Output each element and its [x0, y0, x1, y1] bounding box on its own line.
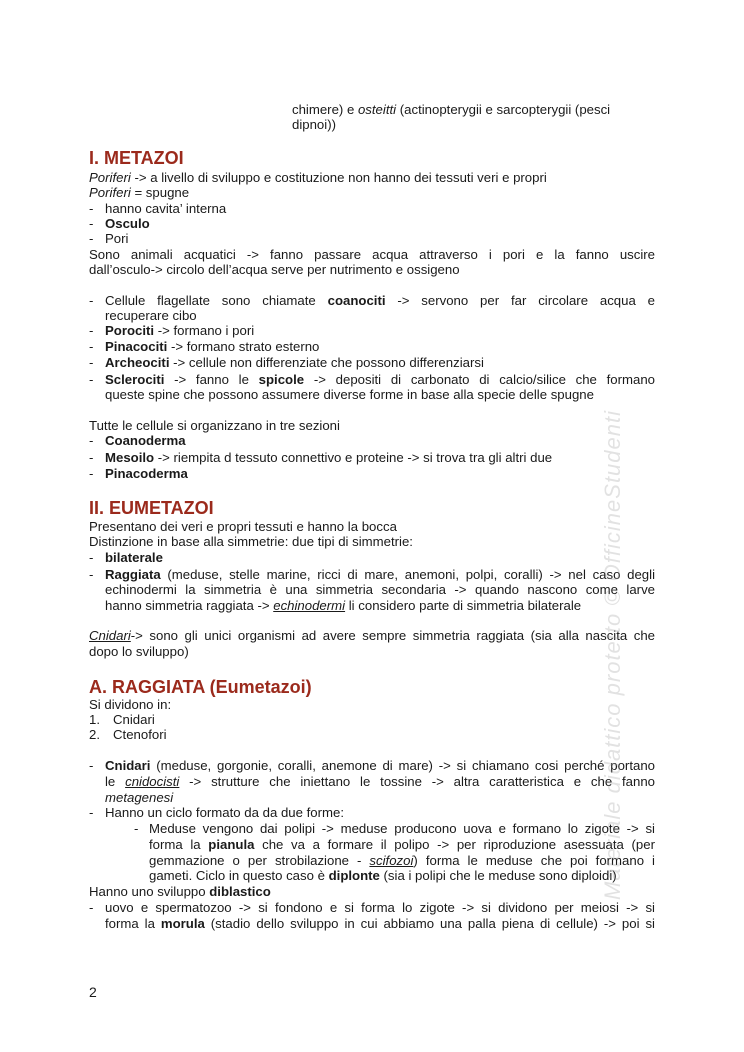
list-number: 2. [89, 727, 100, 742]
bullet-osculo: Osculo [105, 216, 150, 231]
bullet-bilaterale: bilaterale [105, 550, 163, 565]
bullet-coanociti: Cellule flagellate sono chiamate coanociti -> servono per far circolare acqua e [105, 293, 655, 308]
bullet-coanociti-cont: recuperare cibo [105, 308, 197, 323]
bullet-dash: - [89, 466, 94, 481]
bullet-sclerociti-cont: queste spine che possono assumere diverse forme in base alla specie delle spugne [105, 387, 594, 402]
bullet-pinacoderma: Pinacoderma [105, 466, 188, 481]
paragraph-diblastico: Hanno uno sviluppo diblastico [89, 884, 271, 899]
heading-metazoi: I. METAZOI [89, 148, 184, 168]
bullet-dash: - [89, 805, 94, 820]
bullet-cnidari-cont-1: le cnidocisti -> strutture che iniettano le tossine -> altra caratteristica e che fanno [105, 774, 655, 789]
bullet-dash: - [89, 567, 94, 582]
bullet-dash: - [89, 372, 94, 387]
bullet-porociti: Porociti -> formano i pori [105, 323, 255, 338]
paragraph-cnidari-2: dopo lo sviluppo) [89, 644, 189, 659]
list-item-cnidari: Cnidari [113, 712, 155, 727]
bullet-cavita: hanno cavita’ interna [105, 201, 227, 216]
sub-bullet-dash: - [134, 821, 139, 836]
bullet-dash: - [89, 201, 94, 216]
top-continuation-line-2: dipnoi)) [292, 117, 336, 132]
bullet-dash: - [89, 323, 94, 338]
heading-eumetazoi: II. EUMETAZOI [89, 498, 214, 518]
bullet-dash: - [89, 293, 94, 308]
bullet-cnidari: Cnidari (meduse, gorgonie, coralli, anemone di mare) -> si chiamano cosi perché portano [105, 758, 655, 773]
sub-bullet-meduse-1: Meduse vengono dai polipi -> meduse producono uova e formano lo zigote -> si [149, 821, 655, 836]
paragraph-tre-sezioni: Tutte le cellule si organizzano in tre sezioni [89, 418, 340, 433]
bullet-dash: - [89, 355, 94, 370]
bullet-archeociti: Archeociti -> cellule non differenziate che possono differenziarsi [105, 355, 484, 370]
bullet-uovo-2: forma la morula (stadio dello sviluppo in cui abbiamo una palla piena di cellule) -> poi si [105, 916, 655, 931]
bullet-dash: - [89, 433, 94, 448]
bullet-raggiata-cont-1: echinodermi la simmetria è una simmetria secondaria -> quando nascono come larve [105, 582, 655, 597]
paragraph-si-dividono: Si dividono in: [89, 697, 172, 712]
bullet-dash: - [89, 339, 94, 354]
bullet-dash: - [89, 450, 94, 465]
bullet-uovo-1: uovo e spermatozoo -> si fondono e si forma lo zigote -> si dividono per meiosi -> si [105, 900, 655, 915]
bullet-cnidari-cont-2: metagenesi [105, 790, 174, 805]
bullet-pori: Pori [105, 231, 129, 246]
list-number: 1. [89, 712, 100, 727]
paragraph-acquatici-2: dall’osculo-> circolo dell’acqua serve per nutrimento e ossigeno [89, 262, 460, 277]
page-number: 2 [89, 984, 97, 1000]
bullet-dash: - [89, 900, 94, 915]
bullet-ciclo: Hanno un ciclo formato da da due forme: [105, 805, 344, 820]
watermark: Materiale didattico protetto © OfficineStudenti [600, 410, 625, 900]
top-continuation-line-1: chimere) e osteitti (actinopterygii e sarcopterygii (pesci [292, 102, 611, 117]
bullet-raggiata: Raggiata (meduse, stelle marine, ricci di mare, anemoni, polpi, coralli) -> nel caso degli [105, 567, 655, 582]
bullet-mesoilo: Mesoilo -> riempita d tessuto connettivo e proteine -> si trova tra gli altri due [105, 450, 553, 465]
paragraph-cnidari-1: Cnidari-> sono gli unici organismi ad avere sempre simmetria raggiata (sia alla nascita che [89, 628, 655, 643]
bullet-pinacociti: Pinacociti -> formano strato esterno [105, 339, 320, 354]
paragraph-poriferi-2: Poriferi = spugne [89, 185, 190, 200]
sub-bullet-meduse-3: gemmazione o per strobilazione - scifozoi) forma le meduse che poi formano i [149, 853, 655, 868]
paragraph-veri-tessuti: Presentano dei veri e propri tessuti e hanno la bocca [89, 519, 397, 534]
sub-bullet-meduse-2: forma la pianula che va a formare il polipo -> per riproduzione asessuata (per [149, 837, 655, 852]
bullet-raggiata-cont-2: hanno simmetria raggiata -> echinodermi li considero parte di simmetria bilaterale [105, 598, 582, 613]
bullet-coanoderma: Coanoderma [105, 433, 186, 448]
heading-raggiata: A. RAGGIATA (Eumetazoi) [89, 677, 312, 697]
paragraph-poriferi-1: Poriferi -> a livello di sviluppo e costituzione non hanno dei tessuti veri e propri [89, 170, 547, 185]
sub-bullet-meduse-4: gameti. Ciclo in questo caso è diplonte (sia i polipi che le meduse sono diploidi) [149, 868, 617, 883]
bullet-dash: - [89, 231, 94, 246]
paragraph-distinzione: Distinzione in base alla simmetrie: due tipi di simmetrie: [89, 534, 413, 549]
bullet-dash: - [89, 216, 94, 231]
bullet-sclerociti: Sclerociti -> fanno le spicole -> depositi di carbonato di calcio/silice che formano [105, 372, 656, 387]
list-item-ctenofori: Ctenofori [113, 727, 167, 742]
paragraph-acquatici-1: Sono animali acquatici -> fanno passare acqua attraverso i pori e la fanno uscire [89, 247, 655, 262]
bullet-dash: - [89, 758, 94, 773]
bullet-dash: - [89, 550, 94, 565]
